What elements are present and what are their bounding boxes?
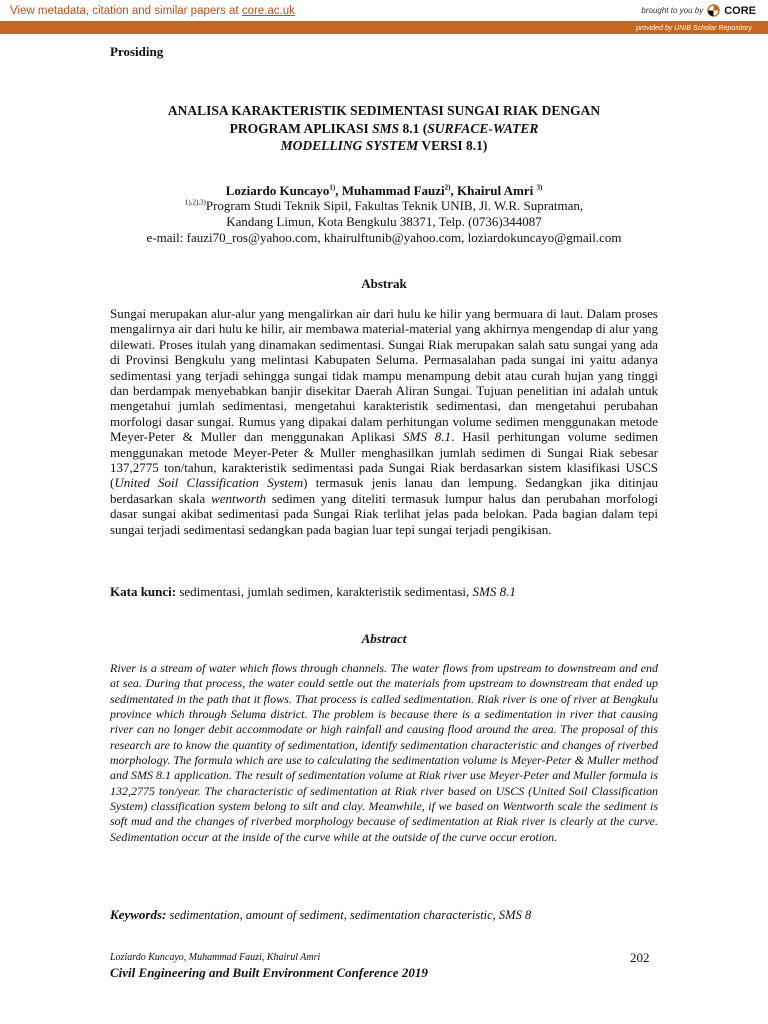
provided-by-text[interactable]: provided by UNIB Scholar Repository [636,24,752,32]
affiliation-line-1: $^{1),2),3)}$Program Studi Teknik Sipil, Fakultas Teknik UNIB, Jl. W.R. Supratman, [184,198,584,213]
kata-kunci: Kata kunci: sedimentasi, jumlah sedimen, karakteristik sedimentasi, SMS 8.1 [110,584,516,599]
footer-authors: Loziardo Kuncayo, Muhammad Fauzi, Khairul Amri [110,952,321,963]
core-banner [0,0,768,22]
core-name: CORE [724,4,756,17]
core-link[interactable]: core.ac.uk [241,4,295,17]
author-list: Loziardo Kuncayo$^{1)}$, Muhammad Fauzi$^{2)}$, Khairul Amri $^{3)}$ [225,183,543,198]
paper-title [110,102,658,155]
core-logo-icon [707,4,720,17]
abstrak-body: Sungai merupakan alur-alur yang mengalirkan air dari hulu ke hilir yang bermuara di laut. Dalam proses mengalirnya air dari hulu ke hilir, air membawa material-material yang akhirnya mengendap di alur yang dilewati. Proses itulah yang dinamakan sedimentasi. Sungai Riak merupakan salah satu sungai yang ada di Provinsi Bengkulu yang melintasi Kabupaten Seluma. Permasalahan pada sungai ini yaitu adanya sedimentasi yang terjadi sehingga sungai tidak mampu menampung debit atau curah hujan yang tinggi dan berdampak menyebabkan banjir disekitar Daerah Aliran Sungai. Tujuan penelitian ini adalah untuk mengetahui jumlah sedimentasi, mengetahui karakteristik sedimentasi, dan mengetahui perubahan morfologi dasar sungai. Rumus yang dipakai dalam perhitungan volume sedimen menggunakan metode Meyer-Peter & Muller dan menggunakan Aplikasi SMS 8.1. Hasil perhitungan volume sedimen menggunakan metode Meyer-Peter & Muller menghasilkan jumlah sedimen di Sungai Riak sebesar 137,2775 ton/tahun, karakteristik sedimentasi pada Sungai Riak berdasarkan sistem klasifikasi USCS (United Soil Classification System) termasuk jenis lanau dan lempung. Sedangkan jika ditinjau berdasarkan skala wentworth sedimen yang diteliti termasuk lumpur halus dan perubahan morfologi dasar sungai akibat sedimentasi pada Sungai Riak terlihat jelas pada belokan. Pada bagian dalam tepi sungai terjadi sedimentasi sedangkan pada bagian luar tepi sungai terjadi pengikisan. [110,306,658,537]
page-number: 202 [630,950,650,965]
email-line: e-mail: fauzi70_ros@yahoo.com, khairulftunib@yahoo.com, loziardokuncayo@gmail.com [146,230,622,245]
conference-name: Civil Engineering and Built Environment Conference 2019 [110,965,428,980]
abstract-heading: Abstract [361,631,407,646]
title-line-3: MODELLING SYSTEM VERSI 8.1) [280,138,488,153]
view-metadata-label: View metadata, citation and similar papers at [10,4,242,17]
title-line-1: ANALISA KARAKTERISTIK SEDIMENTASI SUNGAI RIAK DENGAN [167,103,601,118]
provided-by-bar [0,22,768,34]
affiliation-line-2: Kandang Limun, Kota Bengkulu 38371, Telp. (0736)344087 [226,214,542,229]
section-header: Prosiding [110,44,164,59]
abstrak-heading: Abstrak [361,276,407,291]
keywords: Keywords: sedimentation, amount of sediment, sedimentation characteristic, SMS 8 [110,907,532,922]
abstract-body: River is a stream of water which flows through channels. The water flows from upstream to downstream and end at sea. During that process, the water could settle out the materials from upstream to downstream that ended up sedimentated in the path that it flows. That process is called sedimentation. Riak river is one of river at Bengkulu province which through Seluma district. The problem is because there is a sedimentation in river that causing river can no longer debit accommodate or high rainfall and causing flood around the area. The proposal of this research are to know the quantity of sedimentation, identify sedimentation characteristic and changes of riverbed morphology. The formula which are use to calculating the sedimentation volume is Meyer-Peter & Muller method and SMS 8.1 application. The result of sedimentation volume at Riak river use Meyer-Peter and Muller formula is 132,2775 ton/year. The characteristic of sedimentation at Riak river based on USCS (United Soil Classification System) classification system belong to silt and clay. Meanwhile, if we based on Wentworth scale the sediment is soft mud and the changes of riverbed morphology because of sedimentation at Riak river is clearly at the curve. Sedimentation occur at the inside of the curve while at the outside of the curve occur erotion. [110,661,658,844]
core-metadata-text [10,5,295,17]
core-branding[interactable] [641,4,756,17]
affiliation [110,198,658,246]
title-line-2: PROGRAM APLIKASI SMS 8.1 (SURFACE-WATER [229,120,539,136]
brought-to-you-label: brought to you by [641,6,704,15]
